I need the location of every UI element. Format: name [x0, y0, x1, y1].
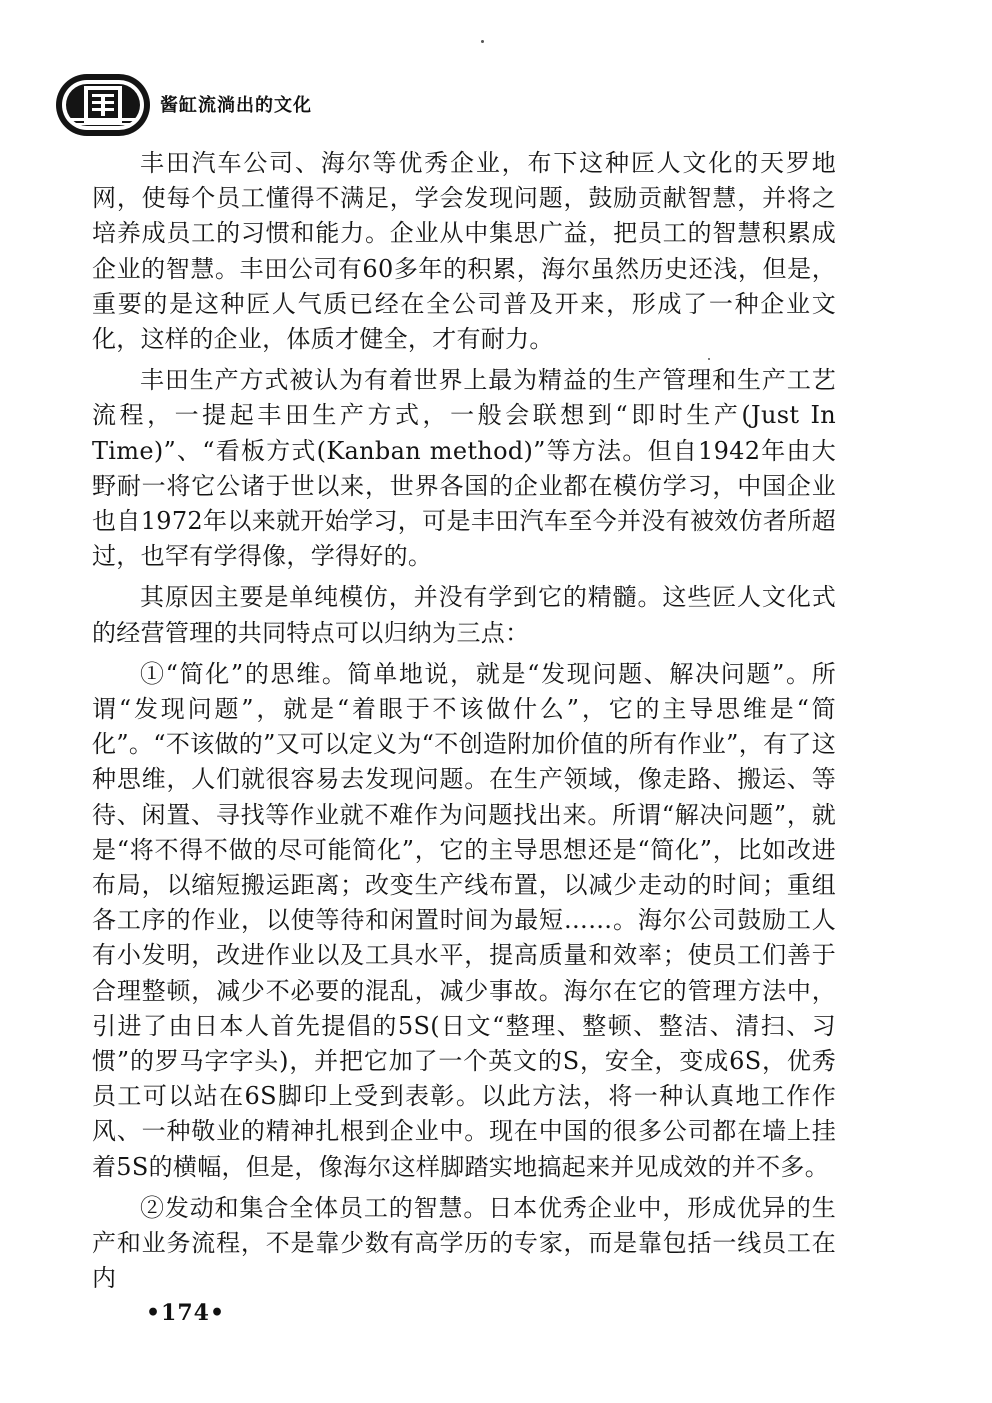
paragraph: 丰田生产方式被认为有着世界上最为精益的生产管理和生产工艺流程，一提起丰田生产方式，一般会联想到“即时生产(Just In Time)”、“看板方式(Kanban method)”等方法。但自1942年由大野耐一将它公诸于世以来，世界各国的企业都在模仿学习，中国企业也自1972年以来就开始学习，可是丰田汽车至今并没有被效仿者所超过，也罕有学得像，学得好的。	[92, 366, 836, 571]
paragraph: 丰田汽车公司、海尔等优秀企业，布下这种匠人文化的天罗地网，使每个员工懂得不满足，学会发现问题，鼓励贡献智慧，并将之培养成员工的习惯和能力。企业从中集思广益，把员工的智慧积累成企业的智慧。丰田公司有60多年的积累，海尔虽然历史还浅，但是，重要的是这种匠人气质已经在全公司普及开来，形成了一种企业文化，这样的企业，体质才健全，才有耐力。	[92, 149, 836, 354]
paragraph: ①“简化”的思维。简单地说，就是“发现问题、解决问题”。所谓“发现问题”，就是“着眼于不该做什么”，它的主导思维是“简化”。“不该做的”又可以定义为“不创造附加价值的所有作业”，有了这种思维，人们就很容易去发现问题。在生产领域，像走路、搬运、等待、闲置、寻找等作业就不难作为问题找出来。所谓“解决问题”，就是“将不得不做的尽可能简化”，它的主导思想还是“简化”，比如改进布局，以缩短搬运距离；改变生产线布置，以减少走动的时间；重组各工序的作业，以使等待和闲置时间为最短……。海尔公司鼓励工人有小发明，改进作业以及工具水平，提高质量和效率；使员工们善于合理整顿，减少不必要的混乱，减少事故。海尔在它的管理方法中，引进了由日本人首先提倡的5S(日文“整理、整顿、整洁、清扫、习惯”的罗马字字头)，并把它加了一个英文的S，安全，变成6S，优秀员工可以站在6S脚印上受到表彰。以此方法，将一种认真地工作作风、一种敬业的精神扎根到企业中。现在中国的很多公司都在墙上挂着5S的横幅，但是，像海尔这样脚踏实地搞起来并见成效的并不多。	[92, 659, 836, 1181]
paragraph: ②发动和集合全体员工的智慧。日本优秀企业中，形成优异的生产和业务流程，不是靠少数有高学历的专家，而是靠包括一线员工在内	[92, 1193, 836, 1293]
scan-speck	[481, 40, 484, 43]
paragraph: 其原因主要是单纯模仿，并没有学到它的精髓。这些匠人文化式的经营管理的共同特点可以归纳为三点：	[92, 583, 836, 647]
book-seal-logo	[54, 72, 152, 138]
scan-speck	[708, 358, 710, 360]
page-number: •174•	[146, 1300, 226, 1326]
body-text	[92, 146, 836, 1303]
running-header-title: 酱缸流淌出的文化	[160, 95, 312, 116]
